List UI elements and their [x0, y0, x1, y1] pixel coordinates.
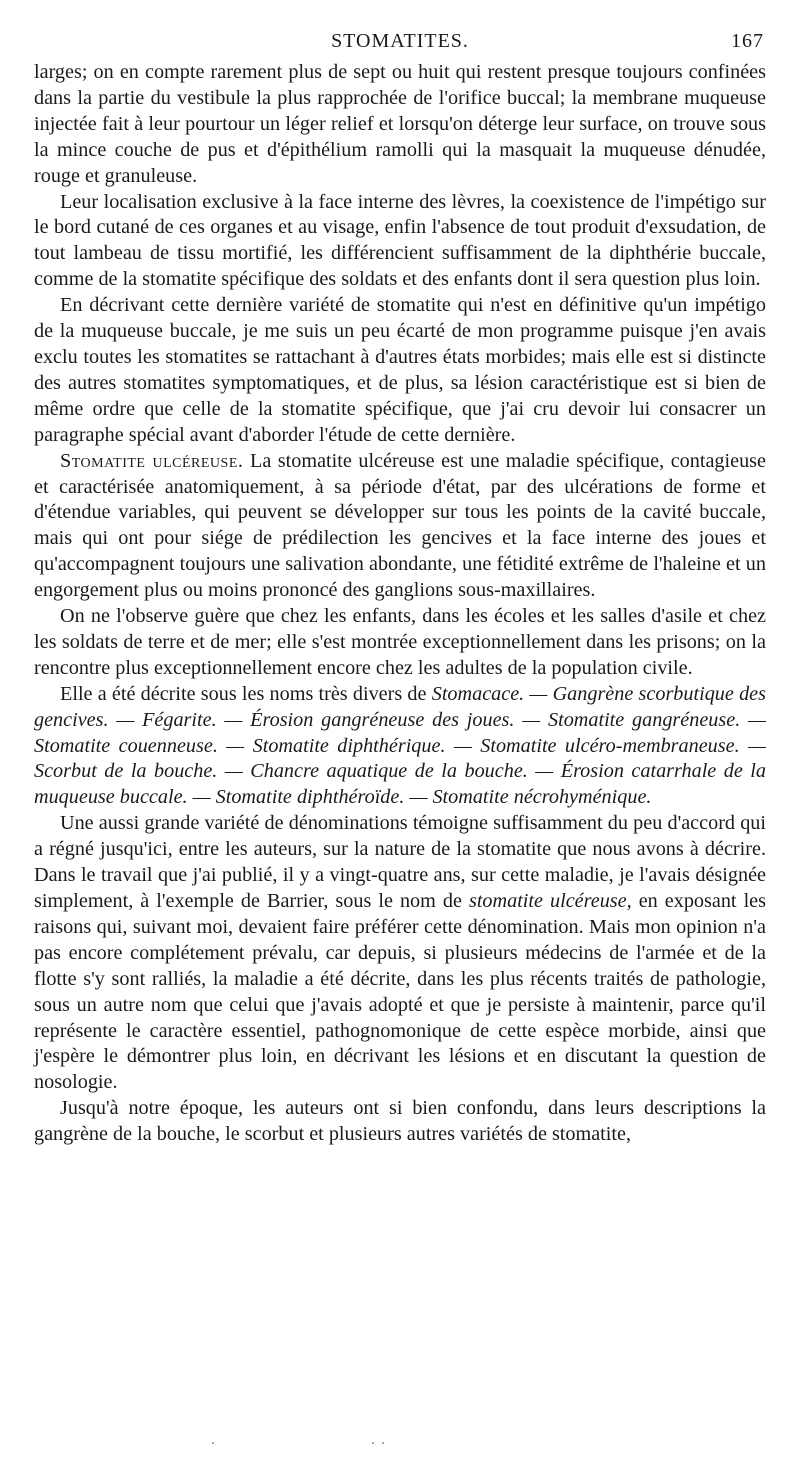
section-heading: Stomatite ulcéreuse. [60, 449, 244, 472]
paragraph-text: Elle a été décrite sous les noms très divers de [60, 682, 427, 705]
paragraph-text: larges; on en compte rarement plus de sept ou huit qui restent presque toujours confinées dans la partie du vestibule la plus rapprochée de l'orifice buccal; la membrane muqueuse injectée fait à leur pourtour un léger relief et lorsqu'on déterge leur surface, on trouve sous la mince couche de pus et d'épithélium ramolli qui la masquait la muqueuse dénudée, rouge et granuleuse. [34, 61, 766, 187]
emphasis-term: stomatite ulcéreuse, [468, 890, 632, 912]
paragraph-text: en exposant les raisons qui, suivant moi, devaient faire préférer cette dénomination. Mais mon opinion n'a pas encore complétement prévalu, car depuis, si plusieurs médecins de l'armée et de la flotte s'y sont ralliés, la maladie a été décrite, dans les plus récents traités de pathologie, sous un autre nom que celui que j'avais adopté et que je persiste à maintenir, parce qu'il représente le caractère essentiel, pathognomonique de cette espèce morbide, ainsi que j'espère le démontrer plus loin, en décrivant les lésions et en discutant la question de nosologie. [34, 890, 767, 1094]
paragraph [34, 1096, 766, 1148]
paragraph [34, 811, 766, 1096]
paragraph-text: On ne l'observe guère que chez les enfants, dans les écoles et les salles d'asile et chez les soldats de terre et de mer; elle s'est montrée exceptionnellement dans les prisons; on la rencontre plus exceptionnellement encore chez les adultes de la population civile. [34, 605, 766, 679]
paragraph [34, 190, 766, 294]
paragraph-text: La stomatite ulcéreuse est une maladie spécifique, contagieuse et caractérisée anatomiquement, à sa période d'état, par des ulcérations de forme et d'étendue variables, qui peuvent se développer sur tous les points de la cavité buccale, mais qui ont pour siége de prédilection les gencives et la face interne des joues et qu'accompagnent toujours une salivation abondante, une fétidité extrême de l'haleine et un engorgement plus ou moins prononcé des ganglions sous-maxillaires. [34, 449, 767, 602]
paragraph-text: Une aussi grande variété de dénominations témoigne suffisamment du peu d'accord qui a régné jusqu'ici, entre les auteurs, sur la nature de la stomatite que nous avons à décrire. Dans le travail que j'ai publié, il y a vingt-quatre ans, sur cette maladie, je l'avais désignée simplement, à l'exemple de Barrier, sous le nom de [34, 812, 766, 912]
disease-names: Stomacace. — Gangrène scorbutique des gencives. — Fégarite. — Érosion gangréneuse des joues. — Stomatite gangréneuse. — Stomatite couenneuse. — Stomatite diphthérique. — Stomatite ulcéro-membraneuse. — Scorbut de la bouche. — Chancre aquatique de la bouche. — Érosion catarrhale de la muqueuse buccale. — Stomatite diphthéroïde. — Stomatite nécrohyménique. [34, 682, 766, 809]
running-title: STOMATITES. [331, 30, 469, 52]
paragraph-text: En décrivant cette dernière variété de stomatite qui n'est en définitive qu'un impétigo de la muqueuse buccale, je me suis un peu écarté de mon programme puisque j'en avais exclu toutes les stomatites se rattachant à d'autres états morbides; mais elle est si distincte des autres stomatites symptomatiques, et de plus, sa lésion caractéristique est si bien de même ordre que celle de la stomatite spécifique, que j'ai cru devoir lui consacrer un paragraphe spécial avant d'aborder l'étude de cette dernière. [34, 294, 766, 446]
section-paragraph [34, 449, 766, 604]
paragraph-continuation [34, 60, 766, 190]
paragraph [34, 604, 766, 682]
speck-mark [372, 1442, 374, 1444]
paragraph [34, 682, 766, 812]
paragraph-text: Jusqu'à notre époque, les auteurs ont si bien confondu, dans leurs descriptions la gangrène de la bouche, le scorbut et plusieurs autres variétés de stomatite, [34, 1097, 766, 1146]
paragraph [34, 293, 766, 448]
footer-specks [0, 1440, 800, 1450]
speck-mark [212, 1442, 214, 1444]
page-number: 167 [731, 30, 764, 52]
paragraph-text: Leur localisation exclusive à la face interne des lèvres, la coexistence de l'impétigo sur le bord cutané de ces organes et au visage, enfin l'absence de tout produit d'exsudation, de tout lambeau de tissu mortifié, les différencient suffisamment de la diphthérie buccale, comme de la stomatite spécifique des soldats et des enfants dont il sera question plus loin. [34, 190, 766, 291]
body-text [34, 60, 766, 1148]
speck-mark [382, 1442, 384, 1444]
page-header [34, 26, 766, 60]
